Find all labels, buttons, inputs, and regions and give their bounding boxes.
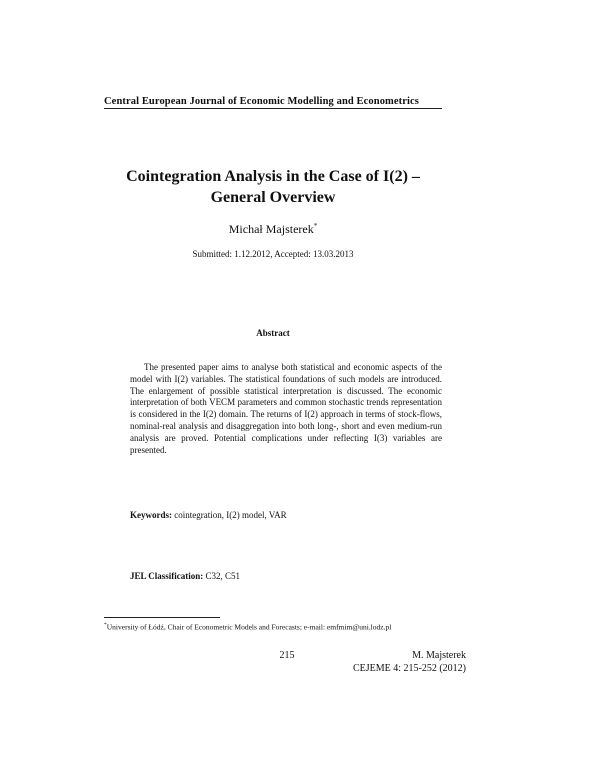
author <box>104 222 442 237</box>
keywords-value: cointegration, I(2) model, VAR <box>174 510 287 520</box>
jel-classification <box>130 571 442 581</box>
keywords-label: Keywords: <box>130 510 172 520</box>
header-rule <box>104 108 442 109</box>
author-footnote-marker: * <box>313 222 318 230</box>
page-number: 215 <box>279 650 295 661</box>
running-author: M. Majsterek <box>412 650 466 661</box>
footnote-marker: * <box>104 622 107 628</box>
title-line-1: Cointegration Analysis in the Case of I(2) – <box>126 168 420 185</box>
author-name: Michał Majsterek <box>228 222 314 236</box>
running-citation: CEJEME 4: 215-252 (2012) <box>352 663 466 674</box>
footnote-rule <box>104 617 220 618</box>
jel-label: JEL Classification: <box>130 571 204 581</box>
abstract-heading: Abstract <box>256 328 290 338</box>
footnote <box>104 622 474 632</box>
title-line-2: General Overview <box>210 189 336 206</box>
paper-title <box>104 166 442 208</box>
keywords <box>130 510 442 520</box>
footnote-text: University of Łódź, Chair of Econometric Models and Forecasts; e-mail: emfmim@uni.lodz.pl <box>106 622 392 632</box>
jel-value: C32, C51 <box>205 571 241 581</box>
journal-name: Central European Journal of Economic Modelling and Econometrics <box>104 96 419 107</box>
submission-dates: Submitted: 1.12.2012, Accepted: 13.03.2013 <box>192 249 354 259</box>
abstract-body: The presented paper aims to analyse both statistical and economic aspects of the model with I(2) variables. The statistical foundations of such models are introduced. The enlargement of possible statistical interpretation is discussed. The economic interpretation of both VECM parameters and common stochastic trends representation is considered in the I(2) domain. The returns of I(2) approach in terms of stock-flows, nominal-real analysis and disaggregation into both long-, short and even medium-run analysis are proved. Potential complications under reflecting I(3) variables are presented. <box>130 362 442 455</box>
